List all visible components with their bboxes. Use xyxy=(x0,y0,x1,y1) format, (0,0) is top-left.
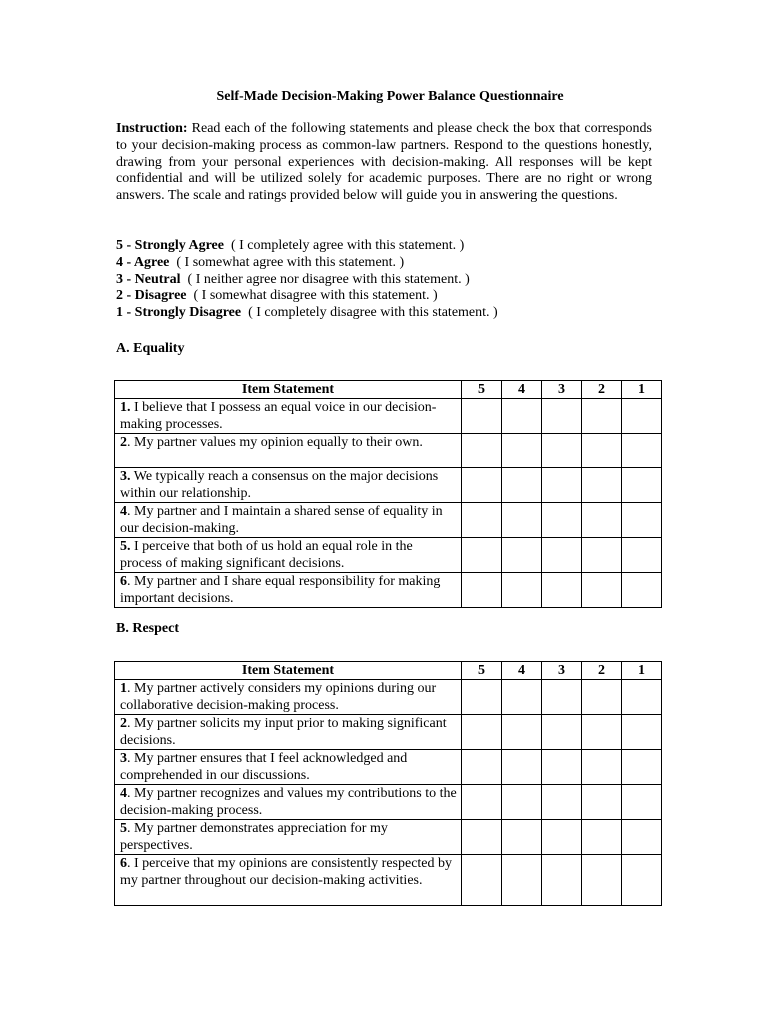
table-row xyxy=(115,434,662,468)
rating-box-2[interactable] xyxy=(582,680,622,715)
table-row xyxy=(115,399,662,434)
item-statement xyxy=(115,750,462,785)
table-row xyxy=(115,503,662,538)
section-heading-equality: A. Equality xyxy=(116,341,185,356)
rating-box-4[interactable] xyxy=(502,715,542,750)
rating-box-3[interactable] xyxy=(542,538,582,573)
rating-box-4[interactable] xyxy=(502,855,542,906)
header-rating-3: 3 xyxy=(542,662,582,680)
table-header-row xyxy=(115,381,662,399)
item-statement xyxy=(115,785,462,820)
item-statement xyxy=(115,468,462,503)
rating-box-5[interactable] xyxy=(462,399,502,434)
rating-box-2[interactable] xyxy=(582,538,622,573)
rating-box-1[interactable] xyxy=(622,715,662,750)
header-rating-5: 5 xyxy=(462,662,502,680)
rating-box-4[interactable] xyxy=(502,680,542,715)
header-rating-3: 3 xyxy=(542,381,582,399)
rating-box-5[interactable] xyxy=(462,750,502,785)
item-number: 3. xyxy=(120,469,131,484)
item-text: . My partner and I maintain a shared sense of equality in our decision-making. xyxy=(120,504,443,536)
table-header-row xyxy=(115,662,662,680)
rating-box-2[interactable] xyxy=(582,399,622,434)
table-row xyxy=(115,715,662,750)
rating-box-5[interactable] xyxy=(462,573,502,608)
item-number: 3 xyxy=(120,751,127,766)
scale-desc: ( I somewhat disagree with this statement. ) xyxy=(193,288,438,304)
item-number: 1. xyxy=(120,400,131,415)
rating-box-5[interactable] xyxy=(462,503,502,538)
header-rating-2: 2 xyxy=(582,662,622,680)
rating-box-4[interactable] xyxy=(502,750,542,785)
item-number: 2 xyxy=(120,435,127,450)
header-item-statement: Item Statement xyxy=(115,662,462,680)
rating-box-1[interactable] xyxy=(622,503,662,538)
rating-box-5[interactable] xyxy=(462,434,502,468)
table-row xyxy=(115,468,662,503)
rating-box-3[interactable] xyxy=(542,715,582,750)
equality-table xyxy=(114,380,662,608)
rating-box-2[interactable] xyxy=(582,785,622,820)
header-item-statement: Item Statement xyxy=(115,381,462,399)
rating-box-5[interactable] xyxy=(462,820,502,855)
item-text: I perceive that both of us hold an equal role in the process of making significant decisions. xyxy=(120,539,413,571)
item-text: . I perceive that my opinions are consistently respected by my partner throughout our decision-making activities. xyxy=(120,856,453,888)
item-number: 5. xyxy=(120,539,131,554)
rating-box-4[interactable] xyxy=(502,785,542,820)
table-row xyxy=(115,785,662,820)
scale-code: 5 - Strongly Agree xyxy=(116,238,224,253)
rating-box-3[interactable] xyxy=(542,399,582,434)
item-text: We typically reach a consensus on the major decisions within our relationship. xyxy=(120,469,439,501)
header-rating-5: 5 xyxy=(462,381,502,399)
header-rating-4: 4 xyxy=(502,662,542,680)
rating-box-4[interactable] xyxy=(502,820,542,855)
table-row xyxy=(115,820,662,855)
scale-code: 4 - Agree xyxy=(116,254,170,270)
rating-box-1[interactable] xyxy=(622,855,662,906)
rating-box-2[interactable] xyxy=(582,750,622,785)
item-statement xyxy=(115,820,462,855)
rating-box-1[interactable] xyxy=(622,750,662,785)
rating-box-3[interactable] xyxy=(542,468,582,503)
rating-box-2[interactable] xyxy=(582,820,622,855)
item-statement xyxy=(115,573,462,608)
rating-box-3[interactable] xyxy=(542,573,582,608)
rating-box-2[interactable] xyxy=(582,468,622,503)
table-row xyxy=(115,855,662,906)
scale-code: 3 - Neutral xyxy=(116,271,181,287)
item-text: . My partner and I share equal responsibility for making important decisions. xyxy=(120,574,441,606)
header-rating-4: 4 xyxy=(502,381,542,399)
rating-box-3[interactable] xyxy=(542,750,582,785)
rating-box-2[interactable] xyxy=(582,503,622,538)
item-statement xyxy=(115,855,462,906)
item-text: . My partner ensures that I feel acknowledged and comprehended in our discussions. xyxy=(120,751,408,783)
rating-box-5[interactable] xyxy=(462,538,502,573)
respect-table xyxy=(114,661,662,906)
header-rating-2: 2 xyxy=(582,381,622,399)
rating-box-3[interactable] xyxy=(542,855,582,906)
item-text: . My partner actively considers my opinions during our collaborative decision-making process. xyxy=(120,681,437,713)
scale-row xyxy=(116,305,664,322)
rating-box-4[interactable] xyxy=(502,573,542,608)
header-rating-1: 1 xyxy=(622,381,662,399)
item-statement xyxy=(115,538,462,573)
scale-row xyxy=(116,238,664,255)
table-row xyxy=(115,573,662,608)
item-text: . My partner demonstrates appreciation for my perspectives. xyxy=(120,821,388,853)
scale-code: 2 - Disagree xyxy=(116,288,187,304)
rating-box-1[interactable] xyxy=(622,538,662,573)
item-statement xyxy=(115,680,462,715)
rating-box-1[interactable] xyxy=(622,820,662,855)
rating-box-5[interactable] xyxy=(462,785,502,820)
table-row xyxy=(115,750,662,785)
scale-desc: ( I completely disagree with this statement. ) xyxy=(248,305,498,321)
rating-box-4[interactable] xyxy=(502,399,542,434)
scale-desc: ( I somewhat agree with this statement. ) xyxy=(176,254,405,270)
item-text: . My partner values my opinion equally to their own. xyxy=(127,435,423,450)
rating-box-1[interactable] xyxy=(622,434,662,468)
table-row xyxy=(115,538,662,573)
rating-box-2[interactable] xyxy=(582,573,622,608)
rating-box-1[interactable] xyxy=(622,399,662,434)
instruction-text: Read each of the following statements and please check the box that corresponds to your decision-making process as common-law partners. Respond to the questions honestly, drawing from your personal experiences with decision-making. All responses will be kept confidential and will be utilized solely for academic purposes. There are no right or wrong answers. The scale and ratings provided below will guide you in answering the questions. xyxy=(116,121,653,204)
scale-row xyxy=(116,255,664,272)
rating-box-5[interactable] xyxy=(462,855,502,906)
instruction-label: Instruction: xyxy=(116,121,188,136)
instruction-paragraph xyxy=(116,121,652,205)
rating-box-1[interactable] xyxy=(622,785,662,820)
rating-box-5[interactable] xyxy=(462,468,502,503)
rating-box-3[interactable] xyxy=(542,820,582,855)
rating-box-4[interactable] xyxy=(502,468,542,503)
rating-box-2[interactable] xyxy=(582,715,622,750)
scale-code: 1 - Strongly Disagree xyxy=(116,305,242,321)
rating-box-4[interactable] xyxy=(502,434,542,468)
rating-box-3[interactable] xyxy=(542,434,582,468)
rating-scale xyxy=(116,238,664,322)
rating-box-5[interactable] xyxy=(462,680,502,715)
item-statement xyxy=(115,715,462,750)
rating-box-4[interactable] xyxy=(502,503,542,538)
item-number: 4 xyxy=(120,786,127,801)
rating-box-2[interactable] xyxy=(582,434,622,468)
rating-box-3[interactable] xyxy=(542,785,582,820)
item-statement xyxy=(115,503,462,538)
section-heading-respect: B. Respect xyxy=(116,621,179,636)
item-text: . My partner recognizes and values my contributions to the decision-making process. xyxy=(120,786,457,818)
scale-row xyxy=(116,272,664,289)
rating-box-1[interactable] xyxy=(622,573,662,608)
item-number: 6 xyxy=(120,856,127,871)
item-statement xyxy=(115,434,462,468)
page-title: Self-Made Decision-Making Power Balance Questionnaire xyxy=(216,89,564,104)
item-number: 1 xyxy=(120,681,127,696)
item-text: I believe that I possess an equal voice in our decision-making processes. xyxy=(120,400,437,432)
scale-desc: ( I neither agree nor disagree with this statement. ) xyxy=(187,271,470,287)
rating-box-3[interactable] xyxy=(542,503,582,538)
rating-box-5[interactable] xyxy=(462,715,502,750)
item-number: 6 xyxy=(120,574,127,589)
rating-box-1[interactable] xyxy=(622,468,662,503)
item-text: . My partner solicits my input prior to making significant decisions. xyxy=(120,716,447,748)
item-number: 2 xyxy=(120,716,127,731)
table-row xyxy=(115,680,662,715)
rating-box-4[interactable] xyxy=(502,538,542,573)
rating-box-1[interactable] xyxy=(622,680,662,715)
item-number: 4 xyxy=(120,504,127,519)
header-rating-1: 1 xyxy=(622,662,662,680)
item-statement xyxy=(115,399,462,434)
scale-desc: ( I completely agree with this statement. ) xyxy=(230,238,465,253)
scale-row xyxy=(116,288,664,305)
item-number: 5 xyxy=(120,821,127,836)
rating-box-2[interactable] xyxy=(582,855,622,906)
rating-box-3[interactable] xyxy=(542,680,582,715)
